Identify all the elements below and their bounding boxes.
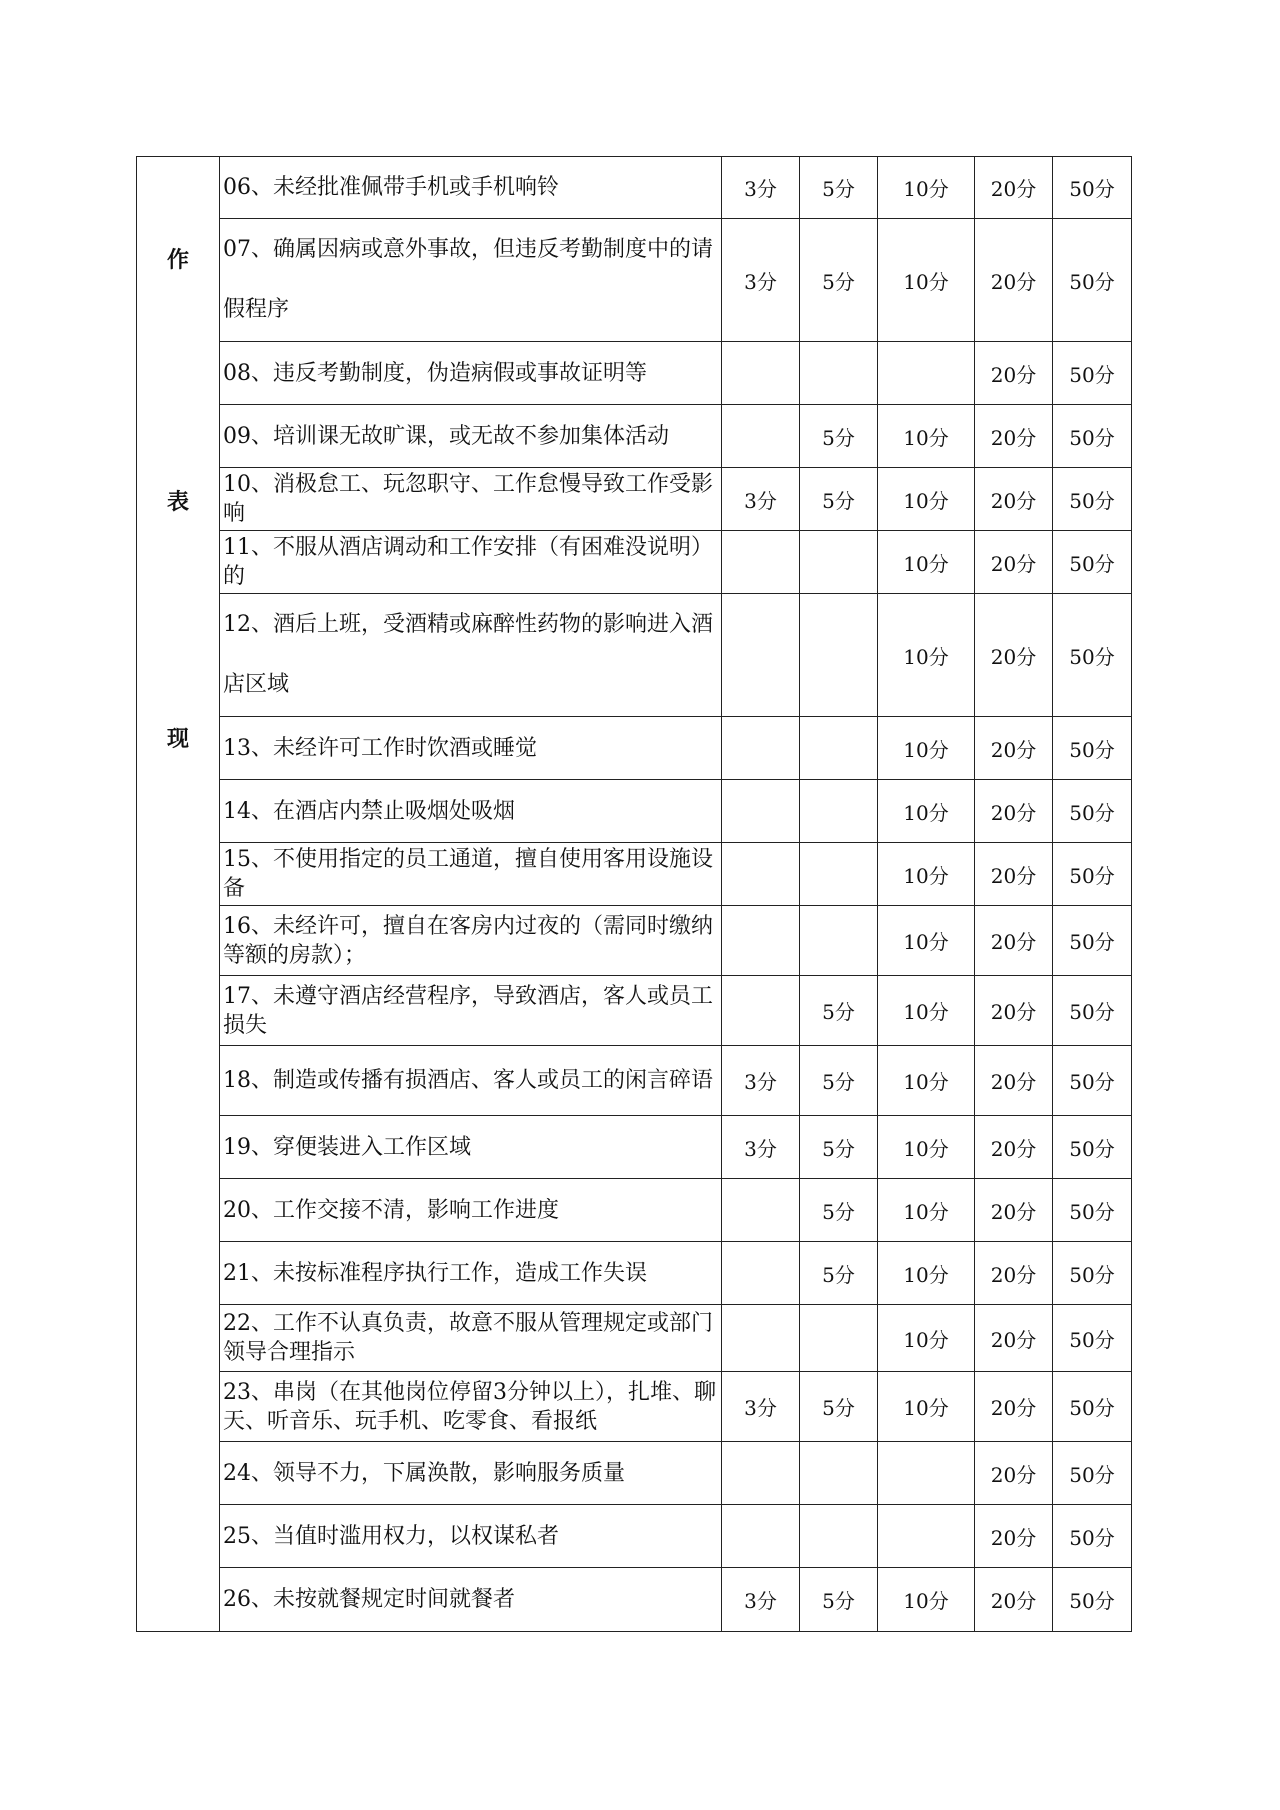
- table-row: [137, 1305, 1132, 1372]
- penalty-score: [800, 1305, 878, 1372]
- table-row: [137, 780, 1132, 843]
- penalty-score: 3分: [722, 468, 800, 531]
- penalty-score: [722, 717, 800, 780]
- penalty-score: 5分: [800, 157, 878, 219]
- penalty-score: 10分: [878, 976, 975, 1046]
- penalty-score: [800, 594, 878, 717]
- penalty-score: 20分: [975, 1046, 1053, 1116]
- penalty-score: 50分: [1053, 1442, 1132, 1505]
- penalty-score: 20分: [975, 219, 1053, 342]
- penalty-score: 3分: [722, 1046, 800, 1116]
- penalty-score: 10分: [878, 468, 975, 531]
- violation-item: 18、制造或传播有损酒店、客人或员工的闲言碎语: [220, 1046, 722, 1116]
- penalty-score: 50分: [1053, 1568, 1132, 1632]
- violation-item: 12、酒后上班，受酒精或麻醉性药物的影响进入酒店区域: [220, 594, 722, 717]
- penalty-score: 3分: [722, 157, 800, 219]
- penalty-score: 20分: [975, 906, 1053, 976]
- penalty-score: 20分: [975, 717, 1053, 780]
- table-row: [137, 1372, 1132, 1442]
- table-row: [137, 1568, 1132, 1632]
- penalty-score: [722, 780, 800, 843]
- category-char: 现: [166, 726, 189, 752]
- penalty-score: 3分: [722, 219, 800, 342]
- violation-item: 24、领导不力，下属涣散，影响服务质量: [220, 1442, 722, 1505]
- penalty-score: 50分: [1053, 976, 1132, 1046]
- penalty-score: 50分: [1053, 531, 1132, 594]
- violation-item: 22、工作不认真负责，故意不服从管理规定或部门领导合理指示: [220, 1305, 722, 1372]
- penalty-score: [800, 906, 878, 976]
- category-char: 作: [166, 247, 189, 273]
- penalty-score: 50分: [1053, 1179, 1132, 1242]
- penalty-score: [722, 843, 800, 906]
- penalty-score: [722, 1179, 800, 1242]
- penalty-score: [722, 1442, 800, 1505]
- penalty-score: 20分: [975, 157, 1053, 219]
- penalty-score: 20分: [975, 1372, 1053, 1442]
- penalty-score: [800, 843, 878, 906]
- penalty-score: 3分: [722, 1372, 800, 1442]
- table-row: [137, 1046, 1132, 1116]
- violation-item: 15、不使用指定的员工通道，擅自使用客用设施设备: [220, 843, 722, 906]
- penalty-score: 20分: [975, 1179, 1053, 1242]
- penalty-score: 10分: [878, 531, 975, 594]
- penalty-score: 5分: [800, 1046, 878, 1116]
- penalty-score: 5分: [800, 1568, 878, 1632]
- penalty-score: 50分: [1053, 1372, 1132, 1442]
- penalty-score: 10分: [878, 1242, 975, 1305]
- penalty-score: 10分: [878, 157, 975, 219]
- penalty-score: 10分: [878, 1568, 975, 1632]
- table-row: [137, 157, 1132, 219]
- penalty-score: 5分: [800, 219, 878, 342]
- penalty-score: 10分: [878, 1116, 975, 1179]
- penalty-score: 10分: [878, 1179, 975, 1242]
- violation-item: 13、未经许可工作时饮酒或睡觉: [220, 717, 722, 780]
- penalty-score: 20分: [975, 405, 1053, 468]
- penalty-score: [722, 594, 800, 717]
- penalty-score: 10分: [878, 1305, 975, 1372]
- table-row: [137, 531, 1132, 594]
- penalty-score: 50分: [1053, 717, 1132, 780]
- penalty-score: 20分: [975, 1116, 1053, 1179]
- penalty-score: 50分: [1053, 157, 1132, 219]
- violation-item: 21、未按标准程序执行工作，造成工作失误: [220, 1242, 722, 1305]
- penalty-score: 10分: [878, 1372, 975, 1442]
- penalty-score: 5分: [800, 405, 878, 468]
- table-row: [137, 976, 1132, 1046]
- category-cell: [137, 157, 220, 1632]
- penalty-score: 50分: [1053, 219, 1132, 342]
- penalty-score: 20分: [975, 843, 1053, 906]
- penalty-score: 50分: [1053, 780, 1132, 843]
- penalty-score: [722, 1242, 800, 1305]
- penalty-score: 50分: [1053, 594, 1132, 717]
- table-row: [137, 906, 1132, 976]
- penalty-score: 10分: [878, 219, 975, 342]
- penalty-score: [722, 1505, 800, 1568]
- penalty-score: 3分: [722, 1568, 800, 1632]
- violation-item: 08、违反考勤制度，伪造病假或事故证明等: [220, 342, 722, 405]
- penalty-score: [800, 531, 878, 594]
- penalty-score: 20分: [975, 1305, 1053, 1372]
- penalty-score: [800, 780, 878, 843]
- penalty-score: 10分: [878, 405, 975, 468]
- table-row: [137, 1242, 1132, 1305]
- table-row: [137, 594, 1132, 717]
- penalty-score: 5分: [800, 1372, 878, 1442]
- penalty-score: [800, 1505, 878, 1568]
- penalty-score: 20分: [975, 976, 1053, 1046]
- table-row: [137, 1442, 1132, 1505]
- violation-item: 06、未经批准佩带手机或手机响铃: [220, 157, 722, 219]
- violation-item: 25、当值时滥用权力，以权谋私者: [220, 1505, 722, 1568]
- penalty-score: 50分: [1053, 906, 1132, 976]
- penalty-score: 20分: [975, 1442, 1053, 1505]
- penalty-score: 10分: [878, 1046, 975, 1116]
- category-char: 表: [166, 489, 189, 515]
- violation-item: 11、不服从酒店调动和工作安排（有困难没说明）的: [220, 531, 722, 594]
- penalty-score: 50分: [1053, 1046, 1132, 1116]
- penalty-score: 20分: [975, 1568, 1053, 1632]
- penalty-score: 20分: [975, 468, 1053, 531]
- penalty-score: 50分: [1053, 405, 1132, 468]
- penalty-score: [722, 1305, 800, 1372]
- penalty-score: 50分: [1053, 1116, 1132, 1179]
- violation-item: 14、在酒店内禁止吸烟处吸烟: [220, 780, 722, 843]
- penalty-score: 5分: [800, 1179, 878, 1242]
- penalty-score: 5分: [800, 1242, 878, 1305]
- violation-item: 09、培训课无故旷课，或无故不参加集体活动: [220, 405, 722, 468]
- penalty-score: 10分: [878, 717, 975, 780]
- penalty-score: 20分: [975, 1242, 1053, 1305]
- violation-item: 26、未按就餐规定时间就餐者: [220, 1568, 722, 1632]
- table-row: [137, 468, 1132, 531]
- penalty-score: 3分: [722, 1116, 800, 1179]
- penalty-score: 50分: [1053, 1242, 1132, 1305]
- table-row: [137, 342, 1132, 405]
- violation-item: 20、工作交接不清，影响工作进度: [220, 1179, 722, 1242]
- penalty-score: 5分: [800, 976, 878, 1046]
- penalty-score: 20分: [975, 780, 1053, 843]
- penalty-score: 50分: [1053, 843, 1132, 906]
- table-row: [137, 405, 1132, 468]
- penalty-score: 10分: [878, 780, 975, 843]
- violation-item: 07、确属因病或意外事故，但违反考勤制度中的请假程序: [220, 219, 722, 342]
- penalty-score: 20分: [975, 594, 1053, 717]
- penalty-score: [722, 531, 800, 594]
- penalty-score: 20分: [975, 531, 1053, 594]
- penalty-score: [878, 1505, 975, 1568]
- table-row: [137, 219, 1132, 342]
- table-row: [137, 1116, 1132, 1179]
- penalty-score: 50分: [1053, 468, 1132, 531]
- penalty-score: 20分: [975, 342, 1053, 405]
- violation-item: 17、未遵守酒店经营程序，导致酒店，客人或员工损失: [220, 976, 722, 1046]
- table-row: [137, 843, 1132, 906]
- violation-item: 23、串岗（在其他岗位停留3分钟以上），扎堆、聊天、听音乐、玩手机、吃零食、看报纸: [220, 1372, 722, 1442]
- table-row: [137, 717, 1132, 780]
- penalty-score: [878, 342, 975, 405]
- violation-item: 16、未经许可，擅自在客房内过夜的（需同时缴纳等额的房款）；: [220, 906, 722, 976]
- penalty-score: 10分: [878, 843, 975, 906]
- penalty-score: 50分: [1053, 1505, 1132, 1568]
- penalty-score: [722, 906, 800, 976]
- violation-item: 10、消极怠工、玩忽职守、工作怠慢导致工作受影响: [220, 468, 722, 531]
- penalty-score: [722, 405, 800, 468]
- penalty-score: 5分: [800, 468, 878, 531]
- penalty-score: [800, 342, 878, 405]
- penalty-table: [136, 156, 1132, 1632]
- penalty-score: 5分: [800, 1116, 878, 1179]
- penalty-score: 50分: [1053, 1305, 1132, 1372]
- table-row: [137, 1179, 1132, 1242]
- penalty-score: 10分: [878, 594, 975, 717]
- penalty-score: [722, 976, 800, 1046]
- penalty-score: 10分: [878, 906, 975, 976]
- penalty-score: 20分: [975, 1505, 1053, 1568]
- penalty-score: 50分: [1053, 342, 1132, 405]
- violation-item: 19、穿便装进入工作区域: [220, 1116, 722, 1179]
- table-row: [137, 1505, 1132, 1568]
- penalty-score: [878, 1442, 975, 1505]
- penalty-score: [722, 342, 800, 405]
- penalty-score: [800, 1442, 878, 1505]
- penalty-score: [800, 717, 878, 780]
